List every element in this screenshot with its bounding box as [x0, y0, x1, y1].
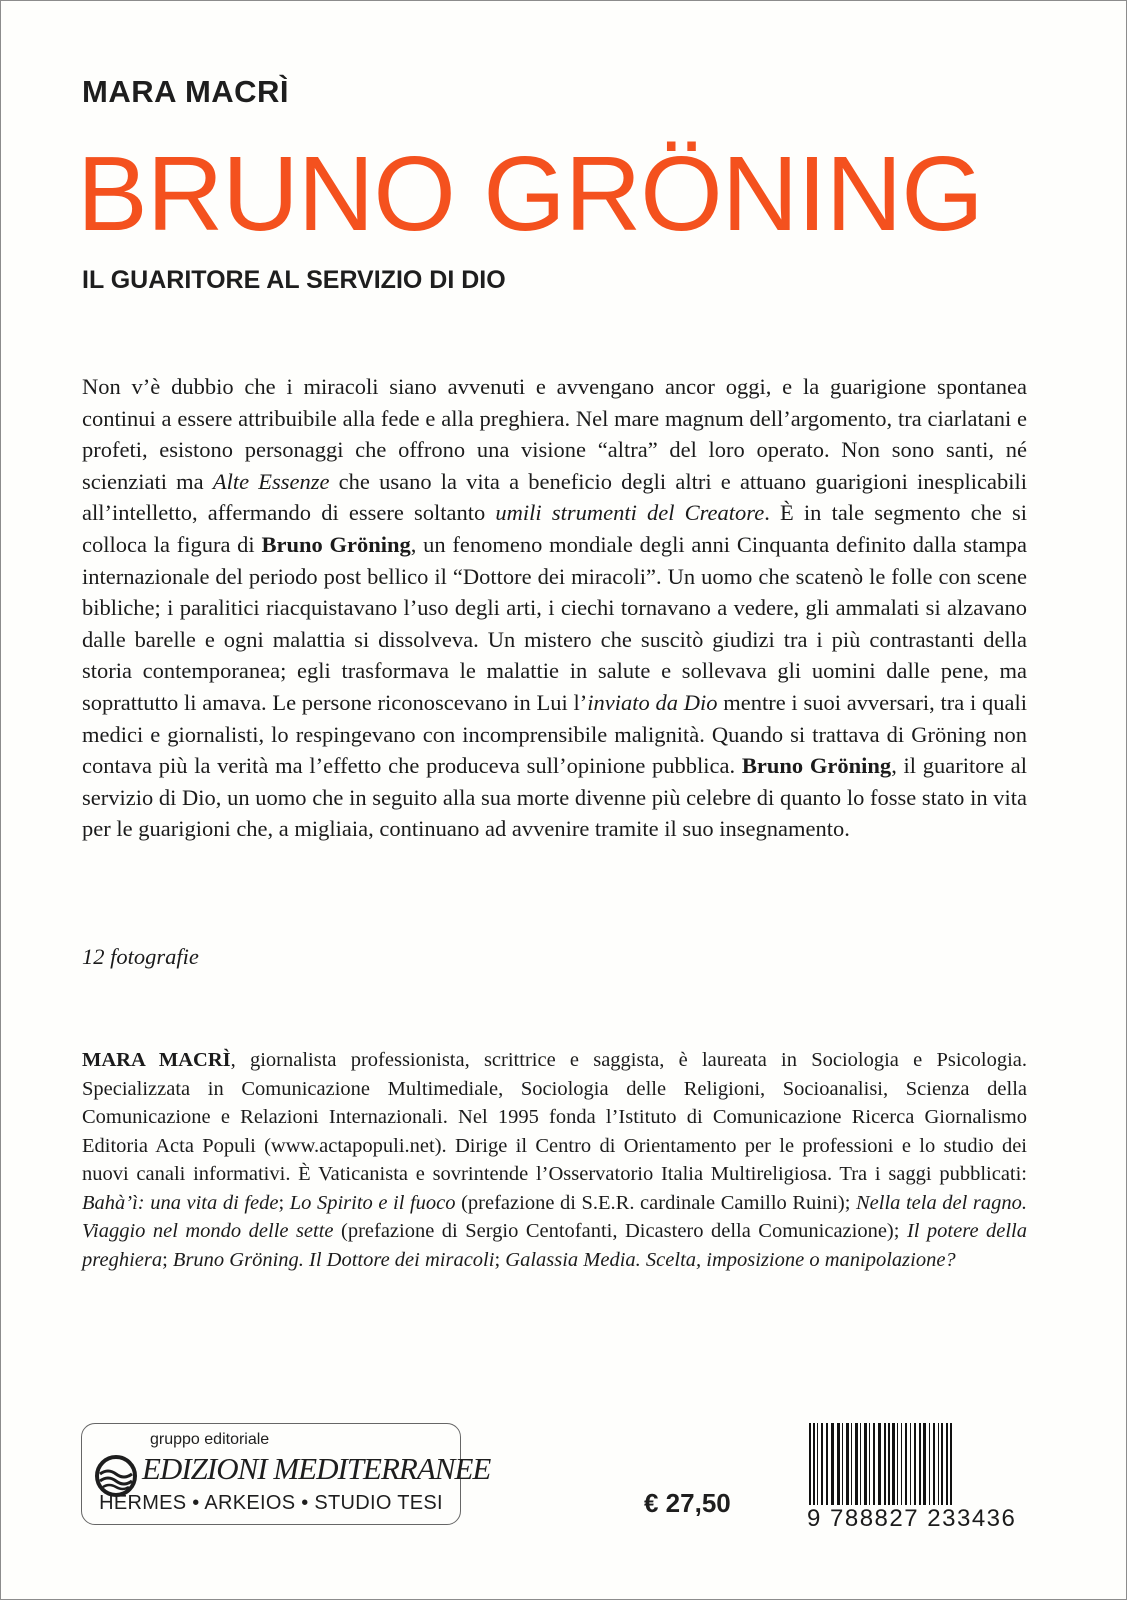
text-run: , il guaritore al servizio di Dio, un uomo che in seguito alla sua morte divenne più celebre di quanto lo fosse stato in vita per le guarigioni che, a migliaia, continuano ad avvenire tramite il suo insegnamento. [82, 753, 1027, 842]
italic-text-run: Il potere della preghiera [82, 1220, 1027, 1271]
author-bio [82, 1046, 1027, 1274]
barcode-bar [910, 1423, 911, 1505]
book-title: BRUNO GRÖNING [77, 135, 983, 253]
book-subtitle: IL GUARITORE AL SERVIZIO DI DIO [82, 266, 506, 294]
italic-text-run: umili strumenti del Creatore [495, 500, 765, 526]
barcode-bar [884, 1423, 886, 1518]
barcode-bar [914, 1423, 916, 1505]
barcode-bar [813, 1423, 815, 1518]
author-bio-paragraph [82, 1046, 1027, 1274]
barcode-bar [855, 1423, 858, 1505]
italic-text-run: Nella tela del ragno. Viaggio nel mondo delle sette [82, 1191, 1028, 1242]
barcode-bar [901, 1423, 902, 1505]
barcode-bar [826, 1423, 828, 1505]
price: € 27,50 [644, 1488, 731, 1518]
blurb-paragraph [82, 371, 1027, 845]
barcode-bar [878, 1423, 881, 1505]
author-name: MARA MACRÌ [82, 74, 290, 109]
barcode-bar [817, 1423, 818, 1505]
barcode-bar [905, 1423, 907, 1505]
barcode-bar [929, 1423, 930, 1505]
barcode-bar [809, 1423, 811, 1518]
barcode-bar [837, 1423, 840, 1505]
publisher-group-label: gruppo editoriale [150, 1431, 270, 1448]
italic-text-run: Bruno Gröning. Il Dottore dei miracoli [172, 1248, 495, 1271]
italic-text-run: inviato da Dio [587, 689, 718, 715]
barcode-bar [860, 1423, 861, 1505]
text-run: ; [494, 1248, 506, 1271]
barcode-bars [807, 1423, 1045, 1518]
text-run: , giornalista professionista, scrittrice e saggista, è laureata in Sociologia e Psicologia. Specializzata in Comunicazione Multimediale, Sociologia delle Religioni, Socioanalisi, Scienza della Comunicazione e Relazioni Internazionali. Nel 1995 fonda l’Istituto di Comunicazione Ricerca Giornalismo Editoria Acta Populi (www.actapopuli.net). Dirige il Centro di Orientamento per le professioni e lo studio dei nuovi canali informativi. È Vaticanista e sovrintende l’Osservatorio Italia Multireligiosa. Tra i saggi pubblicati: [82, 1049, 1027, 1185]
italic-text-run: Galassia Media. Scelta, imposizione o manipolazione? [505, 1248, 956, 1271]
publisher-imprints: HERMES • ARKEIOS • STUDIO TESI [99, 1492, 443, 1514]
bold-text-run: Bruno Gröning [741, 753, 892, 779]
barcode-bar [864, 1423, 867, 1505]
barcode-bar [851, 1423, 852, 1505]
bold-text-run: Bruno Gröning [261, 531, 411, 557]
bold-text-run: MARA MACRÌ [82, 1049, 231, 1071]
isbn-number: 9 788827 233436 [807, 1505, 1045, 1533]
barcode-bar [888, 1423, 890, 1518]
barcode-bar [946, 1423, 948, 1518]
barcode-bar [869, 1423, 870, 1505]
barcode-bar [933, 1423, 935, 1505]
barcode [807, 1423, 1045, 1535]
text-run: mentre i suoi avversari, tra i quali medici e giornalisti, lo respingevano con incomprensibile malignità. Quando si trattava di Gröning non contava più la verità ma l’effetto che produceva sull’opinione pubblica. [82, 689, 1027, 779]
text-run: ; [278, 1191, 290, 1214]
barcode-bar [873, 1423, 875, 1505]
text-run: che usano la vita a beneficio degli altri e attuano guarigioni inesplicabili all’intelletto, affermando di essere soltanto [82, 468, 1027, 526]
photos-note: 12 fotografie [82, 944, 199, 969]
barcode-bar [892, 1423, 895, 1505]
italic-text-run: Bahà’ì: una vita di fede [82, 1191, 279, 1214]
text-run: Non v’è dubbio che i miracoli siano avvenuti e avvengano ancor oggi, e la guarigione spontanea continui a essere attribuibile alla fede e alla preghiera. Nel mare magnum dell’argomento, tra ciarlatani e profeti, esistono personaggi che offrono una visione “altra” del loro operato. Non sono santi, né scienziati ma [82, 374, 1027, 494]
blurb [82, 371, 1027, 845]
barcode-bar [897, 1423, 898, 1505]
barcode-bar [919, 1423, 921, 1505]
text-run: (prefazione di S.E.R. cardinale Camillo Ruini); [455, 1191, 856, 1214]
barcode-bar [938, 1423, 939, 1505]
text-run: (prefazione di Sergio Centofanti, Dicastero della Comunicazione); [333, 1220, 907, 1242]
text-run: . È in tale segmento che si colloca la figura di [82, 500, 1027, 557]
text-run: ; [162, 1248, 173, 1271]
italic-text-run: Alte Essenze [212, 468, 330, 494]
publisher-name: EDIZIONI MEDITERRANEE [142, 1451, 491, 1486]
barcode-bar [950, 1423, 952, 1518]
publisher-logo-box [81, 1423, 491, 1525]
barcode-bar [831, 1423, 834, 1505]
text-run: , un fenomeno mondiale degli anni Cinquanta definito dalla stampa internazionale del periodo post bellico il “Dottore dei miracoli”. Un uomo che scatenò le folle con scene bibliche; i paralitici riacquistavano l’uso degli arti, i ciechi tornavano a vedere, gli ammalati si alzavano dalle barelle e ogni malattia si dissolveva. Un mistero che suscitò giudizi tra i più contrastanti della storia contemporanea; egli trasformava le malattie in salute e sollevava gli uomini dalle pene, ma soprattutto li amava. Le persone riconoscevano in Lui l’ [82, 531, 1027, 715]
italic-text-run: Lo Spirito e il fuoco [289, 1191, 456, 1214]
barcode-bar [842, 1423, 843, 1505]
barcode-bar [821, 1423, 823, 1505]
barcode-bar [923, 1423, 926, 1505]
barcode-bar [846, 1423, 849, 1505]
barcode-bar [941, 1423, 943, 1505]
